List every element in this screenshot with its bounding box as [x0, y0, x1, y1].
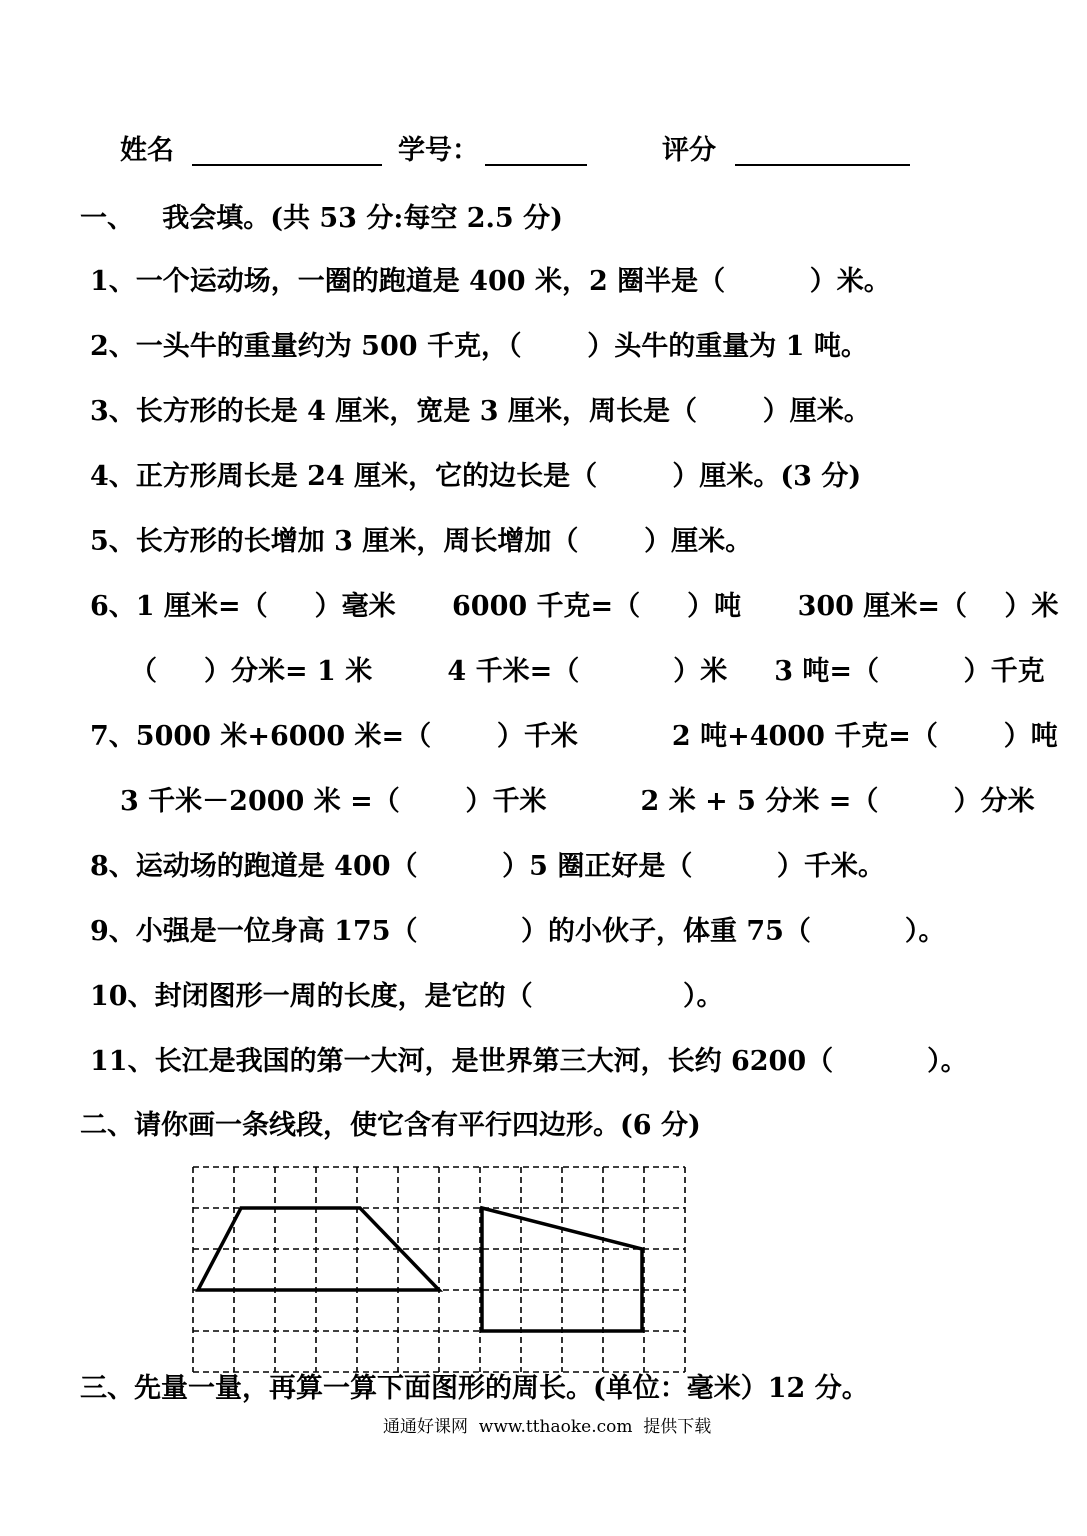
question-8: 8、运动场的跑道是 400（ ）5 圈正好是（ ）千米。	[90, 851, 885, 882]
id-label: 学号：	[398, 135, 479, 166]
section2-title: 二、请你画一条线段，使它含有平行四边形。(6 分)	[80, 1110, 701, 1141]
question-7b: 3 千米－2000 米 =（ ）千米 2 米 + 5 分米 =（ ）分米	[120, 786, 1035, 817]
question-6a: 6、1 厘米=（ ）毫米 6000 千克=（ ）吨 300 厘米=（ ）米	[90, 591, 1059, 622]
question-1: 1、一个运动场，一圈的跑道是 400 米，2 圈半是（ ）米。	[90, 266, 891, 297]
grid-lines	[193, 1167, 685, 1372]
question-3: 3、长方形的长是 4 厘米，宽是 3 厘米，周长是（ ）厘米。	[90, 396, 871, 427]
section3-title: 三、先量一量，再算一算下面图形的周长。(单位：毫米）12 分。	[80, 1373, 869, 1404]
question-11: 11、长江是我国的第一大河，是世界第三大河，长约 6200（ ）。	[90, 1046, 968, 1077]
section1-title: 一、 我会填。(共 53 分:每空 2.5 分)	[80, 203, 563, 234]
question-4: 4、正方形周长是 24 厘米，它的边长是（ ）厘米。(3 分)	[90, 461, 862, 492]
question-2: 2、一头牛的重量约为 500 千克，（ ）头牛的重量为 1 吨。	[90, 331, 868, 362]
question-7a: 7、5000 米+6000 米=（ ）千米 2 吨+4000 千克=（ ）吨	[90, 721, 1058, 752]
question-10: 10、封闭图形一周的长度，是它的（ ）。	[90, 981, 724, 1012]
question-5: 5、长方形的长增加 3 厘米，周长增加（ ）厘米。	[90, 526, 753, 557]
name-label: 姓名	[120, 135, 174, 166]
question-6b: （ ）分米= 1 米 4 千米=（ ）米 3 吨=（ ）千克	[130, 656, 1045, 687]
footer-text: 通通好课网 www.tthaoke.com 提供下载	[383, 1417, 712, 1437]
question-9: 9、小强是一位身高 175（ ）的小伙子，体重 75（ ）。	[90, 916, 946, 947]
score-label: 评分	[662, 135, 716, 166]
